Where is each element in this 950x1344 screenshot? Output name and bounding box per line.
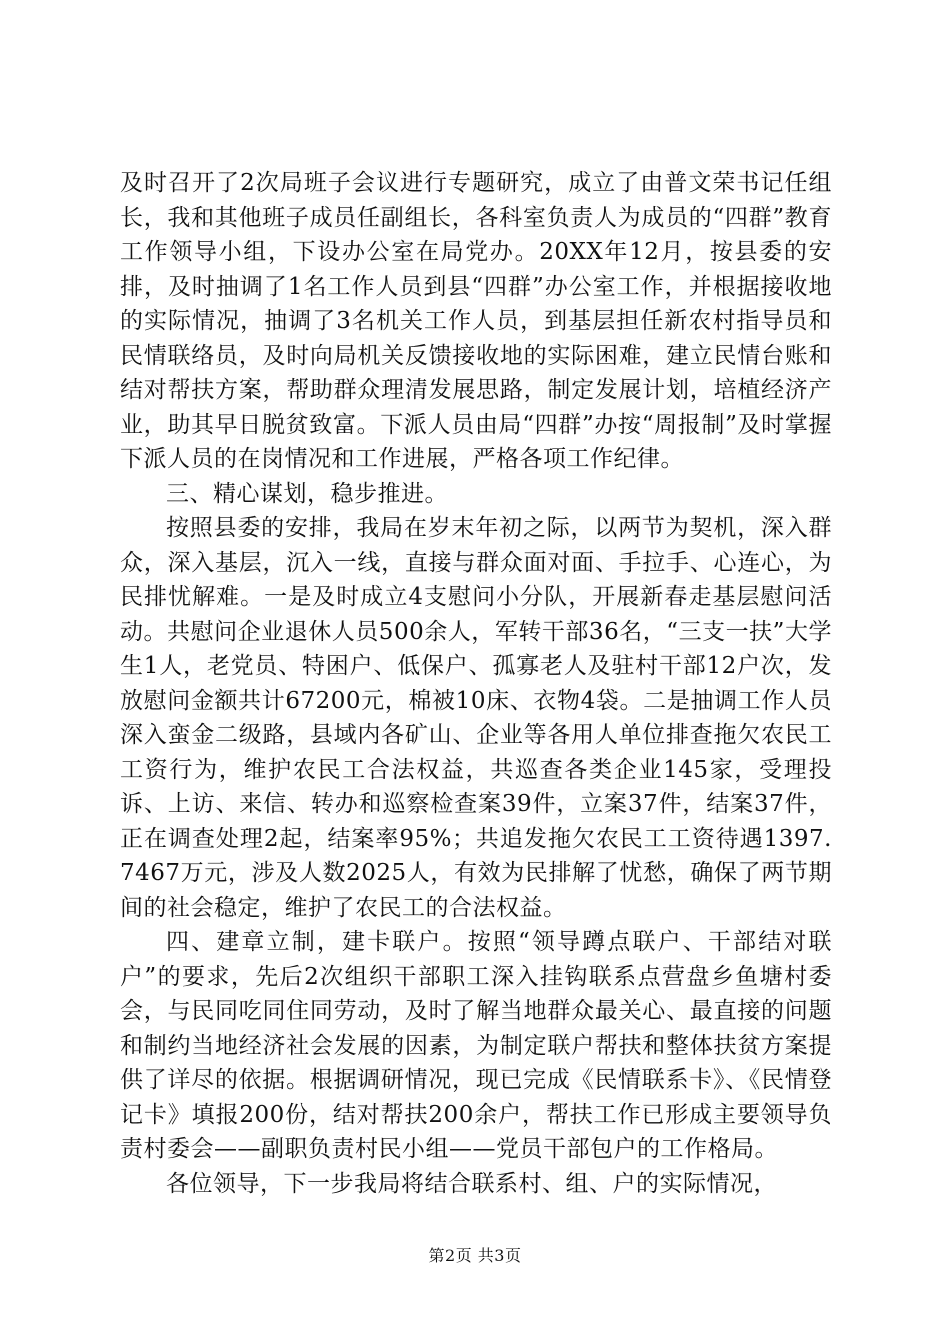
section-heading-4: 四、建章立制，建卡联户。按照“领导蹲点联户、干部结对联户”的要求，先后2次组织干部职工深入挂钩联系点营盘乡鱼塘村委会，与民同吃同住同劳动，及时了解当地群众最关心、最直接的问题和制约当地经济社会发展的因素，为制定联户帮扶和整体扶贫方案提供了详尽的依据。根据调研情况，现已完成《民情联系卡》、《民情登记卡》填报200份，结对帮扶200余户，帮扶工作已形成主要领导负责村委会——副职负责村民小组——党员干部包户的工作格局。 — [120, 929, 832, 1162]
paragraph-5: 各位领导，下一步我局将结合联系村、组、户的实际情况， — [166, 1170, 777, 1197]
page-number-footer: 第2页 共3页 — [428, 1246, 522, 1265]
section-heading-3: 三、精心谋划，稳步推进。 — [166, 480, 448, 507]
paragraph-1: 及时召开了2次局班子会议进行专题研究，成立了由普文荣书记任组长，我和其他班子成员任副组长，各科室负责人为成员的“四群”教育工作领导小组，下设办公室在局党办。20XX年12月，按县委的安排，及时抽调了1名工作人员到县“四群”办公室工作，并根据接收地的实际情况，抽调了3名机关工作人员，到基层担任新农村指导员和民情联络员，及时向局机关反馈接收地的实际困难，建立民情台账和结对帮扶方案，帮助群众理清发展思路，制定发展计划，培植经济产业，助其早日脱贫致富。下派人员由局“四群”办按“周报制”及时掌握下派人员的在岗情况和工作进展，严格各项工作纪律。 — [120, 170, 832, 472]
document-body — [120, 166, 832, 1201]
paragraph-3: 按照县委的安排，我局在岁末年初之际，以两节为契机，深入群众，深入基层，沉入一线，直接与群众面对面、手拉手、心连心，为民排忧解难。一是及时成立4支慰问小分队，开展新春走基层慰问活动。共慰问企业退休人员500余人，军转干部36名，“三支一扶”大学生1人，老党员、特困户、低保户、孤寡老人及驻村干部12户次，发放慰问金额共计67200元，棉被10床、衣物4袋。二是抽调工作人员深入蛮金二级路，县域内各矿山、企业等各用人单位排查拖欠农民工工资行为，维护农民工合法权益，共巡查各类企业145家，受理投诉、上访、来信、转办和巡察检查案39件，立案37件，结案37件，正在调查处理2起，结案率95%；共追发拖欠农民工工资待遇1397.7467万元，涉及人数2025人，有效为民排解了忧愁，确保了两节期间的社会稳定，维护了农民工的合法权益。 — [120, 515, 832, 921]
